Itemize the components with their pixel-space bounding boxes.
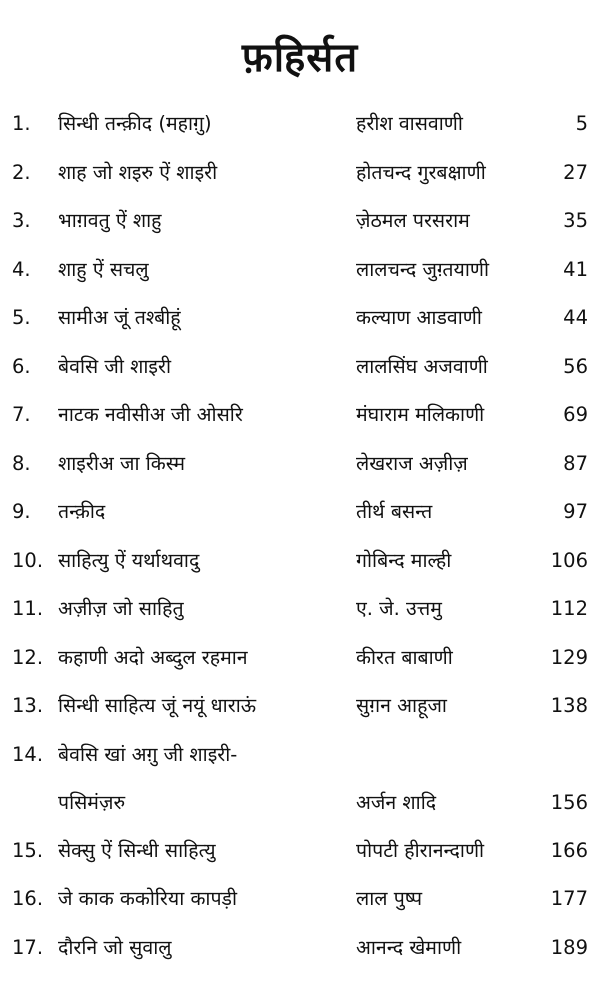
contents-row — [0, 875, 600, 924]
entry-page-number: 177 — [550, 887, 588, 910]
entry-title — [58, 924, 358, 972]
entry-number: 14. — [12, 742, 44, 766]
entry-author: ए. जे. उत्तमु — [356, 597, 442, 620]
entry-title-line: दौरनि जो सुवालु — [58, 935, 172, 959]
contents-row — [0, 488, 600, 537]
entry-title — [58, 294, 358, 342]
entry-title — [58, 100, 358, 148]
entry-number: 12. — [12, 645, 44, 669]
entry-number: 10. — [12, 548, 44, 572]
entry-title — [58, 682, 358, 730]
entry-title — [58, 391, 358, 439]
entry-title-line: अज़ीज़ जो साहितु — [58, 597, 184, 620]
contents-row — [0, 537, 600, 586]
contents-row — [0, 585, 600, 634]
entry-title-line: सेक्सु ऐं सिन्धी साहित्यु — [58, 838, 216, 862]
entry-page-number: 97 — [563, 500, 588, 523]
entry-number: 8. — [12, 451, 31, 475]
entry-title-line: साहित्यु ऐं यर्थाथवादु — [58, 548, 200, 572]
entry-title — [58, 197, 358, 245]
entry-title-line: सिन्धी साहित्य जूं नयूं धाराऊं — [58, 694, 257, 717]
entry-page-number: 56 — [563, 354, 588, 378]
entry-title-line: कहाणी अदो अब्दुल रहमान — [58, 645, 248, 669]
entry-author: आनन्द खेमाणी — [356, 935, 462, 959]
entry-title-line: नाटक नवीसीअ जी ओसरि — [58, 403, 243, 426]
entry-number: 7. — [12, 403, 31, 426]
entry-title — [58, 246, 358, 294]
entry-author: पोपटी हीरानन्दाणी — [356, 838, 485, 862]
entry-author: हरीश वासवाणी — [356, 112, 463, 135]
entry-author: मंघाराम मलिकाणी — [356, 403, 485, 426]
entry-page-number: 41 — [563, 257, 588, 281]
entry-title-line: बेवसि जी शाइरी — [58, 354, 172, 378]
entry-number: 5. — [12, 306, 31, 329]
entry-number: 4. — [12, 257, 31, 281]
contents-row — [0, 391, 600, 440]
entry-title-line: तन्क़ीद — [58, 500, 106, 523]
entry-number: 2. — [12, 160, 31, 184]
entry-page-number: 156 — [550, 790, 588, 814]
contents-row — [0, 731, 600, 827]
entry-title-line: पसिमंज़रु — [58, 790, 126, 814]
entry-title — [58, 585, 358, 633]
entry-page-number: 166 — [550, 838, 588, 862]
entry-page-number: 5 — [575, 112, 588, 135]
entry-author: लाल पुष्प — [356, 887, 423, 910]
entry-title-line: जे काक ककोरिया कापड़ी — [58, 887, 238, 910]
contents-row — [0, 827, 600, 876]
contents-row — [0, 197, 600, 246]
entry-page-number: 44 — [563, 306, 588, 329]
entry-number: 11. — [12, 597, 44, 620]
entry-number: 17. — [12, 935, 44, 959]
entry-author: होतचन्द गुरबक्षाणी — [356, 160, 486, 184]
contents-row — [0, 343, 600, 392]
entry-page-number: 138 — [550, 694, 588, 717]
entry-page-number: 35 — [563, 209, 588, 232]
entry-page-number: 129 — [550, 645, 588, 669]
entry-title — [58, 875, 358, 923]
contents-row — [0, 246, 600, 295]
entry-page-number: 69 — [563, 403, 588, 426]
entry-author: सुग़न आहूजा — [356, 694, 447, 717]
entry-title-line: शाहु ऐं सचलु — [58, 257, 149, 281]
entry-title — [58, 634, 358, 682]
entry-title — [58, 488, 358, 536]
entry-title-line: सिन्धी तन्क़ीद (महाग़ु) — [58, 112, 212, 135]
page-title: फ़हिर्सत — [241, 35, 359, 81]
contents-row — [0, 149, 600, 198]
entry-number: 1. — [12, 112, 31, 135]
entry-title-line: बेवसि खां अग़ु जी शाइरी- — [58, 742, 238, 766]
entry-title — [58, 149, 358, 197]
entry-page-number: 189 — [550, 935, 588, 959]
entry-author: लालचन्द जुग़्तयाणी — [356, 257, 490, 281]
entry-number: 16. — [12, 887, 44, 910]
entry-title-line: भाग़वतु ऐं शाहु — [58, 209, 162, 232]
contents-row — [0, 440, 600, 489]
entry-author: गोबिन्द माल्ही — [356, 548, 452, 572]
entry-number: 6. — [12, 354, 31, 378]
entry-title — [58, 537, 358, 585]
contents-row — [0, 294, 600, 343]
entry-author: लालसिंघ अजवाणी — [356, 354, 488, 378]
contents-row — [0, 634, 600, 683]
entry-number: 3. — [12, 209, 31, 232]
entry-title — [58, 731, 358, 827]
entry-page-number: 27 — [563, 160, 588, 184]
contents-row — [0, 682, 600, 731]
entry-title-line: शाइरीअ जा किस्म — [58, 451, 185, 475]
contents-list — [0, 100, 600, 972]
entry-author: तीर्थ बसन्त — [356, 500, 433, 523]
entry-number: 13. — [12, 694, 44, 717]
entry-page-number: 87 — [563, 451, 588, 475]
entry-page-number: 112 — [550, 597, 588, 620]
entry-author: लेखराज अज़ीज़ — [356, 451, 468, 475]
entry-author: कीरत बाबाणी — [356, 645, 453, 669]
entry-number: 15. — [12, 838, 44, 862]
entry-page-number: 106 — [550, 548, 588, 572]
contents-row — [0, 100, 600, 149]
entry-number: 9. — [12, 500, 31, 523]
entry-title — [58, 343, 358, 391]
entry-title — [58, 440, 358, 488]
entry-author: ज़ेठमल परसराम — [356, 209, 470, 232]
entry-title-line: सामीअ जूं तश्बीहूं — [58, 306, 181, 329]
entry-title — [58, 827, 358, 875]
entry-author: कल्याण आडवाणी — [356, 306, 482, 329]
entry-author: अर्जन शादि — [356, 790, 437, 814]
contents-row — [0, 924, 600, 973]
entry-title-line: शाह जो शइरु ऐं शाइरी — [58, 160, 218, 184]
